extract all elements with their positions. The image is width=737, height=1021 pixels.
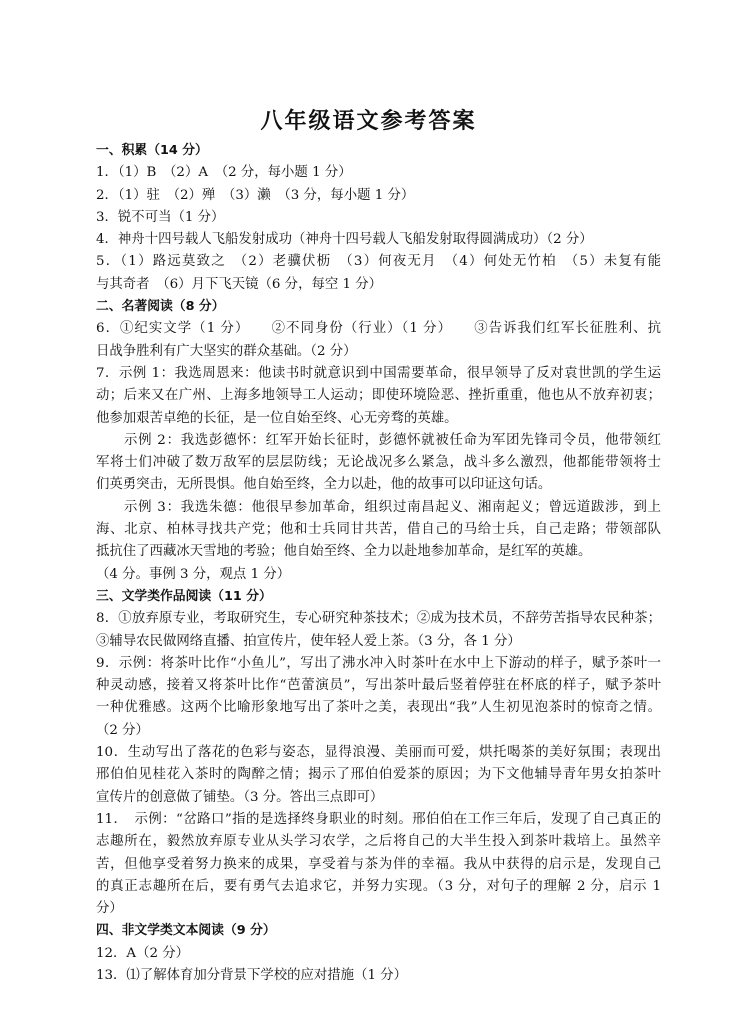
answer-line: 5．（1）路远莫致之 （2）老骥伏枥 （3）何夜无月 （4）何处无竹柏 （5）未复有能 [96,254,661,270]
answer-line: 9．示例：将茶叶比作“小鱼儿”，写出了沸水冲入时茶叶在水中上下游动的样子，赋予茶叶一 [96,655,661,671]
answer-line: 他参加艰苦卓绝的长征，是一位自始至终、心无旁骛的英雄。 [96,410,458,426]
answer-line: 12．A（2 分） [96,945,190,961]
answer-line: 4．神舟十四号载人飞船发射成功（神舟十四号载人飞船发射取得圆满成功）（2 分） [96,232,593,248]
answer-line: 军将士们冲破了数万敌军的层层防线；无论战况多么紧急，战斗多么激烈，他都能带领将士 [96,455,661,471]
answer-line: 13．⑴了解体育加分背景下学校的应对措施（1 分） [96,967,408,983]
answer-line: 邢伯伯见桂花入茶时的陶醉之情；揭示了邢伯伯爱茶的原因；为下文他辅导青年男女拍茶叶 [96,767,661,783]
answer-line: 3．锐不可当（1 分） [96,209,225,225]
answer-line: 示例 2：我选彭德怀：红军开始长征时，彭德怀就被任命为军团先锋司令员，他带领红 [124,432,661,448]
section-heading: 四、非文学类文本阅读（9 分） [96,923,276,939]
section-heading: 三、文学类作品阅读（11 分） [96,588,272,604]
answer-line: 动；后来又在广州、上海多地领导工人运动；即使环境险恶、挫折重重，他也从不放弃初衷； [96,388,661,404]
answer-line: 8．①放弃原专业，考取研究生，专心研究种茶技术；②成为技术员，不辞劳苦指导农民种茶； [96,611,661,627]
section-heading: 二、名著阅读（8 分） [96,299,225,315]
answer-line: 与其奇者 （6）月下飞天镜（6 分，每空 1 分） [96,276,383,292]
answer-line: 志趣所在，毅然放弃原专业从头学习农学，之后将自己的大半生投入到茶叶栽培上。虽然辛 [96,834,661,850]
answer-line: 分） [96,901,123,917]
answer-line: 11． 示例：“岔路口”指的是选择终身职业的时刻。邢伯伯在工作三年后，发现了自己真正的 [96,811,661,827]
answer-line: 们英勇突击，无所畏惧。他自始至终，全力以赴，他的故事可以印证这句话。 [96,477,552,493]
answer-content [96,140,661,987]
answer-line: 6．①纪实文学（1 分） ②不同身份（行业）（1 分） ③告诉我们红军长征胜利、抗 [96,321,661,337]
answer-line: （2 分） [96,722,149,738]
answer-line: 抵抗住了西藏冰天雪地的考验；他自始至终、全力以赴地参加革命，是红军的英雄。 [96,544,592,560]
page-title: 八年级语文参考答案 [260,109,477,134]
answer-line: 1．（1）B （2）A （2 分，每小题 1 分） [96,165,352,181]
answer-line: 宣传片的创意做了铺垫。（3 分。答出三点即可） [96,789,384,805]
answer-line: 一种优雅感。这两个比喻形象地写出了茶叶之美，表现出“我”人生初见泡茶时的惊奇之情。 [96,700,661,716]
answer-line: 苦，但他享受着努力换来的成果，享受着与茶为伴的幸福。我从中获得的启示是，发现自己 [96,856,661,872]
answer-line: 2．（1）驻 （2）殚 （3）濑 （3 分，每小题 1 分） [96,187,415,203]
section-heading: 一、积累（14 分） [96,143,208,158]
answer-line: （4 分。事例 3 分，观点 1 分） [96,566,291,582]
answer-line: 种灵动感，接着又将茶叶比作“芭蕾演员”，写出茶叶最后竖着停驻在杯底的样子，赋予茶叶 [96,678,661,694]
answer-line: ③辅导农民做网络直播、拍宣传片，使年轻人爱上茶。（3 分，各 1 分） [96,633,521,649]
answer-line: 的真正志趣所在后，要有勇气去追求它，并努力实现。（3 分，对句子的理解 2 分，启示 1 [96,878,661,894]
answer-line: 10．生动写出了落花的色彩与姿态，显得浪漫、美丽而可爱，烘托喝茶的美好氛围；表现出 [96,745,661,761]
answer-line: 海、北京、柏林寻找共产党；他和士兵同甘共苦，借自己的马给士兵，自己走路；带领部队 [96,522,661,538]
answer-line: 示例 3：我选朱德：他很早参加革命，组织过南昌起义、湘南起义；曾远道跋涉，到上 [124,499,661,515]
answer-line: 7．示例 1：我选周恩来：他读书时就意识到中国需要革命，很早领导了反对袁世凯的学生运 [96,365,661,381]
answer-line: 日战争胜利有广大坚实的群众基础。（2 分） [96,343,357,359]
